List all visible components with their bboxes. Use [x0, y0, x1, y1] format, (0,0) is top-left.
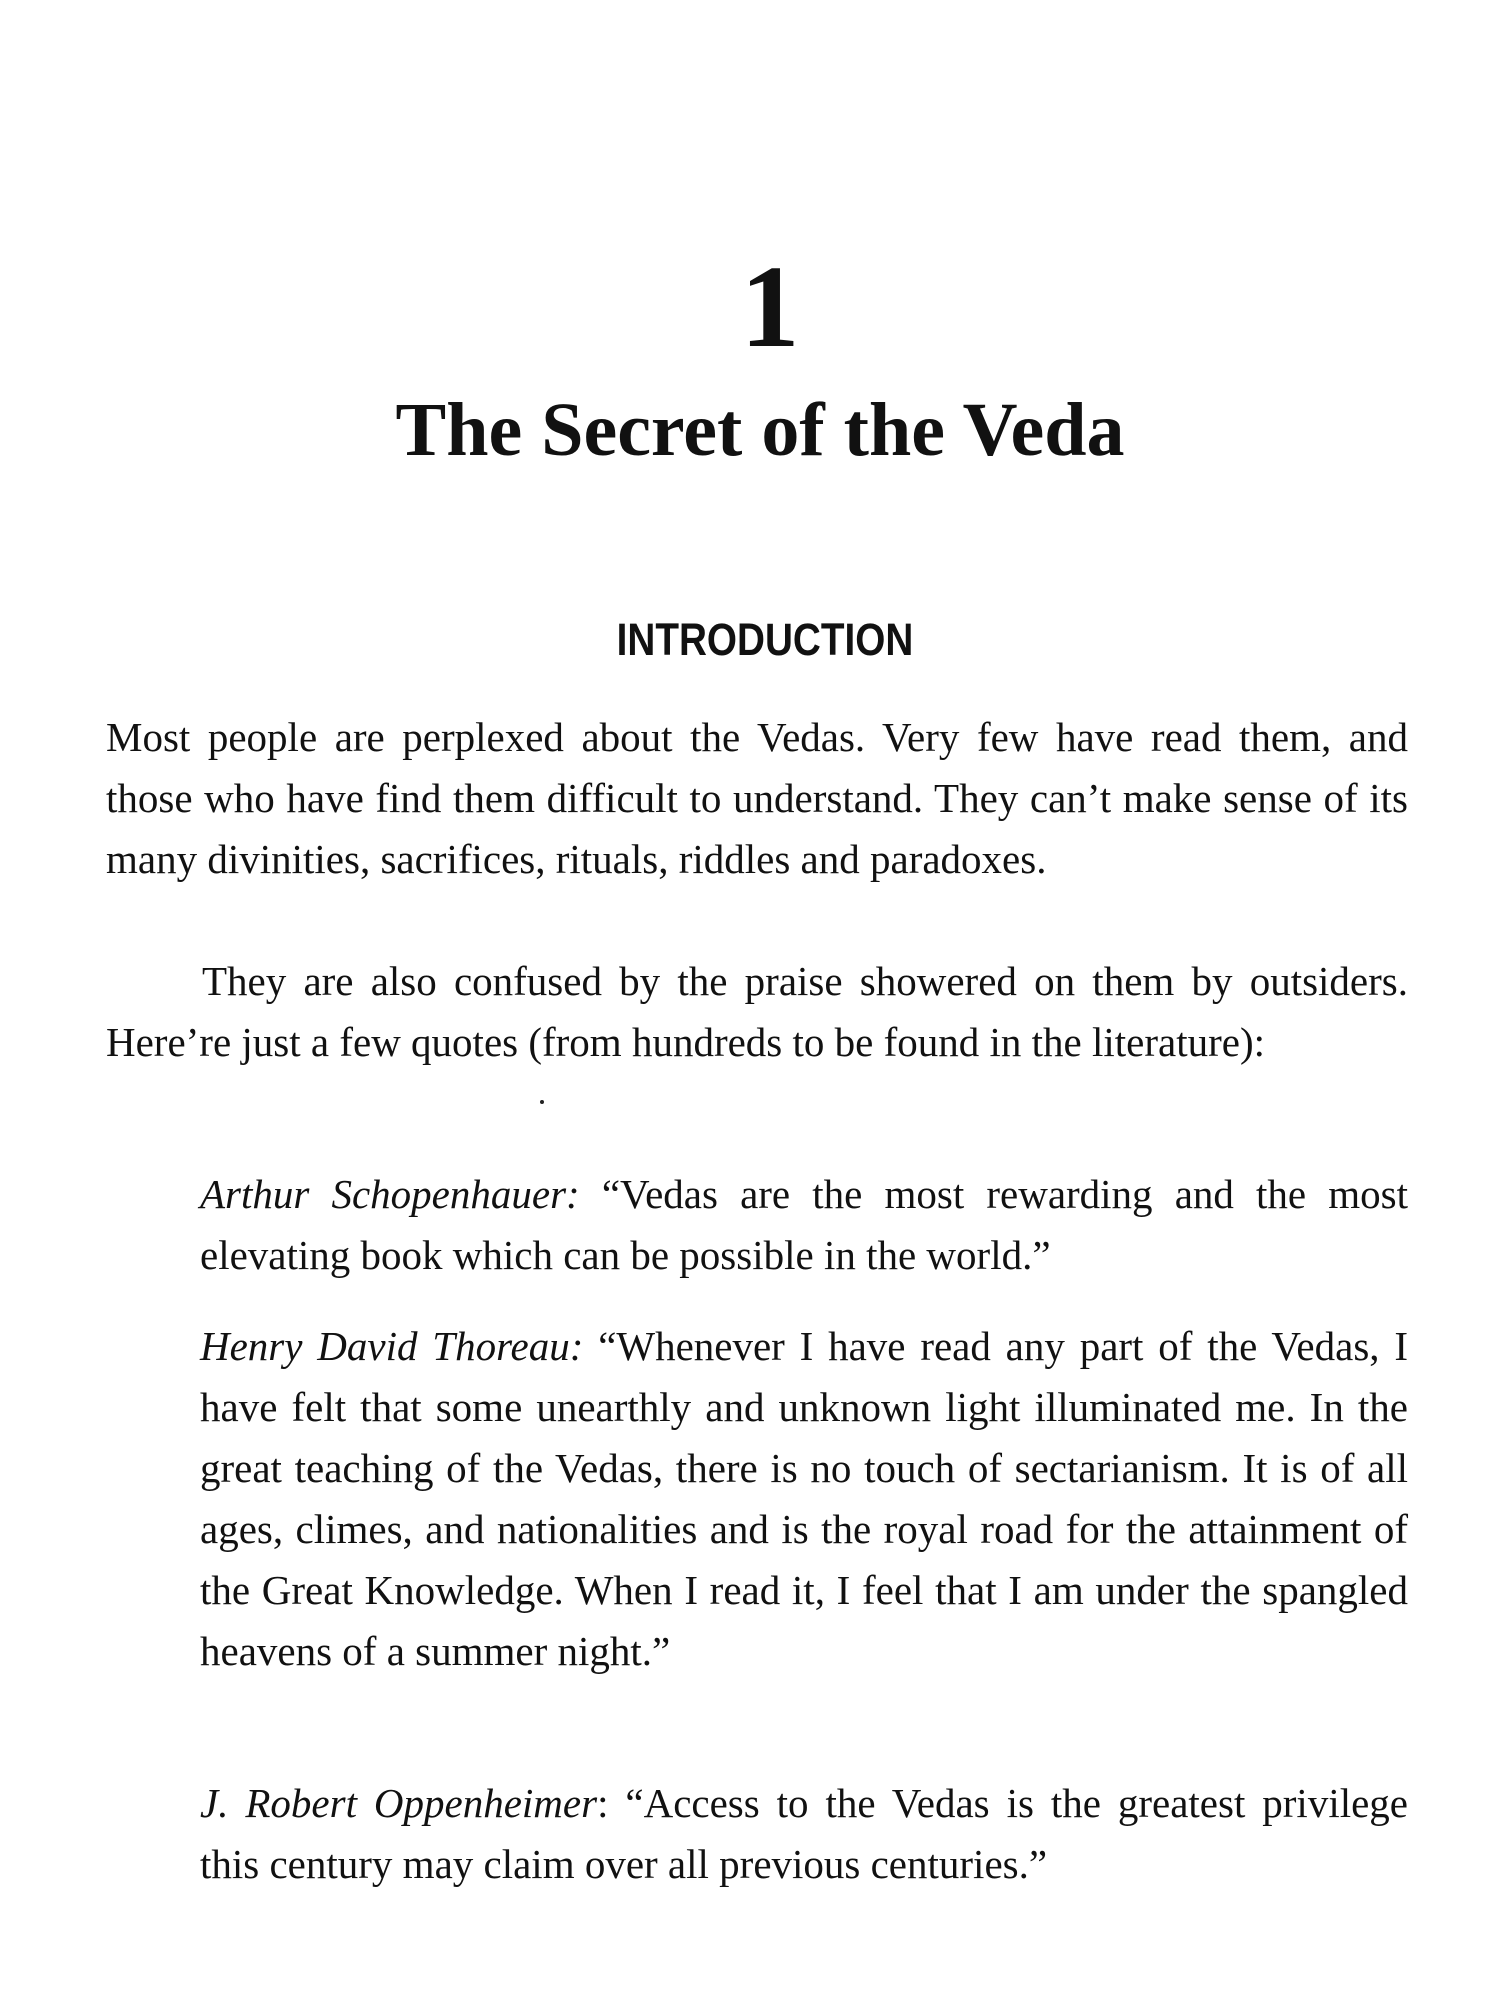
section-heading: INTRODUCTION — [616, 614, 914, 665]
quote-author: Henry David Thoreau: — [200, 1323, 584, 1369]
chapter-number: 1 — [740, 241, 800, 372]
chapter-title: The Secret of the Veda — [395, 388, 1125, 472]
print-speck — [540, 1100, 544, 1104]
paragraph-praise: They are also confused by the praise showered on them by outsiders. Here’re just a few quotes (from hundreds to be found in the literature): — [106, 958, 1408, 1065]
quote-thoreau — [200, 1316, 1408, 1682]
quote-oppenheimer — [200, 1773, 1408, 1895]
quote-schopenhauer — [200, 1164, 1408, 1286]
quote-author: J. Robert Oppenheimer — [200, 1780, 598, 1826]
quote-text: : “Access to the Vedas is the greatest privilege this century may claim over all previous centuries.” — [200, 1780, 1408, 1887]
quote-text: “Whenever I have read any part of the Vedas, I have felt that some unearthly and unknown light illuminated me. In the great teaching of the Vedas, there is no touch of sectarianism. It is of all ages, climes, and nationalities and is the royal road for the attainment of the Great Knowledge. When I read it, I feel that I am under the spangled heavens of a summer night.” — [200, 1323, 1408, 1674]
quote-author: Arthur Schopenhauer: — [200, 1171, 580, 1217]
quote-text: “Vedas are the most rewarding and the most elevating book which can be possible in the world.” — [200, 1171, 1408, 1278]
paragraph-intro: Most people are perplexed about the Vedas. Very few have read them, and those who have find them difficult to understand. They can’t make sense of its many divinities, sacrifices, rituals, riddles and paradoxes. — [106, 714, 1408, 882]
